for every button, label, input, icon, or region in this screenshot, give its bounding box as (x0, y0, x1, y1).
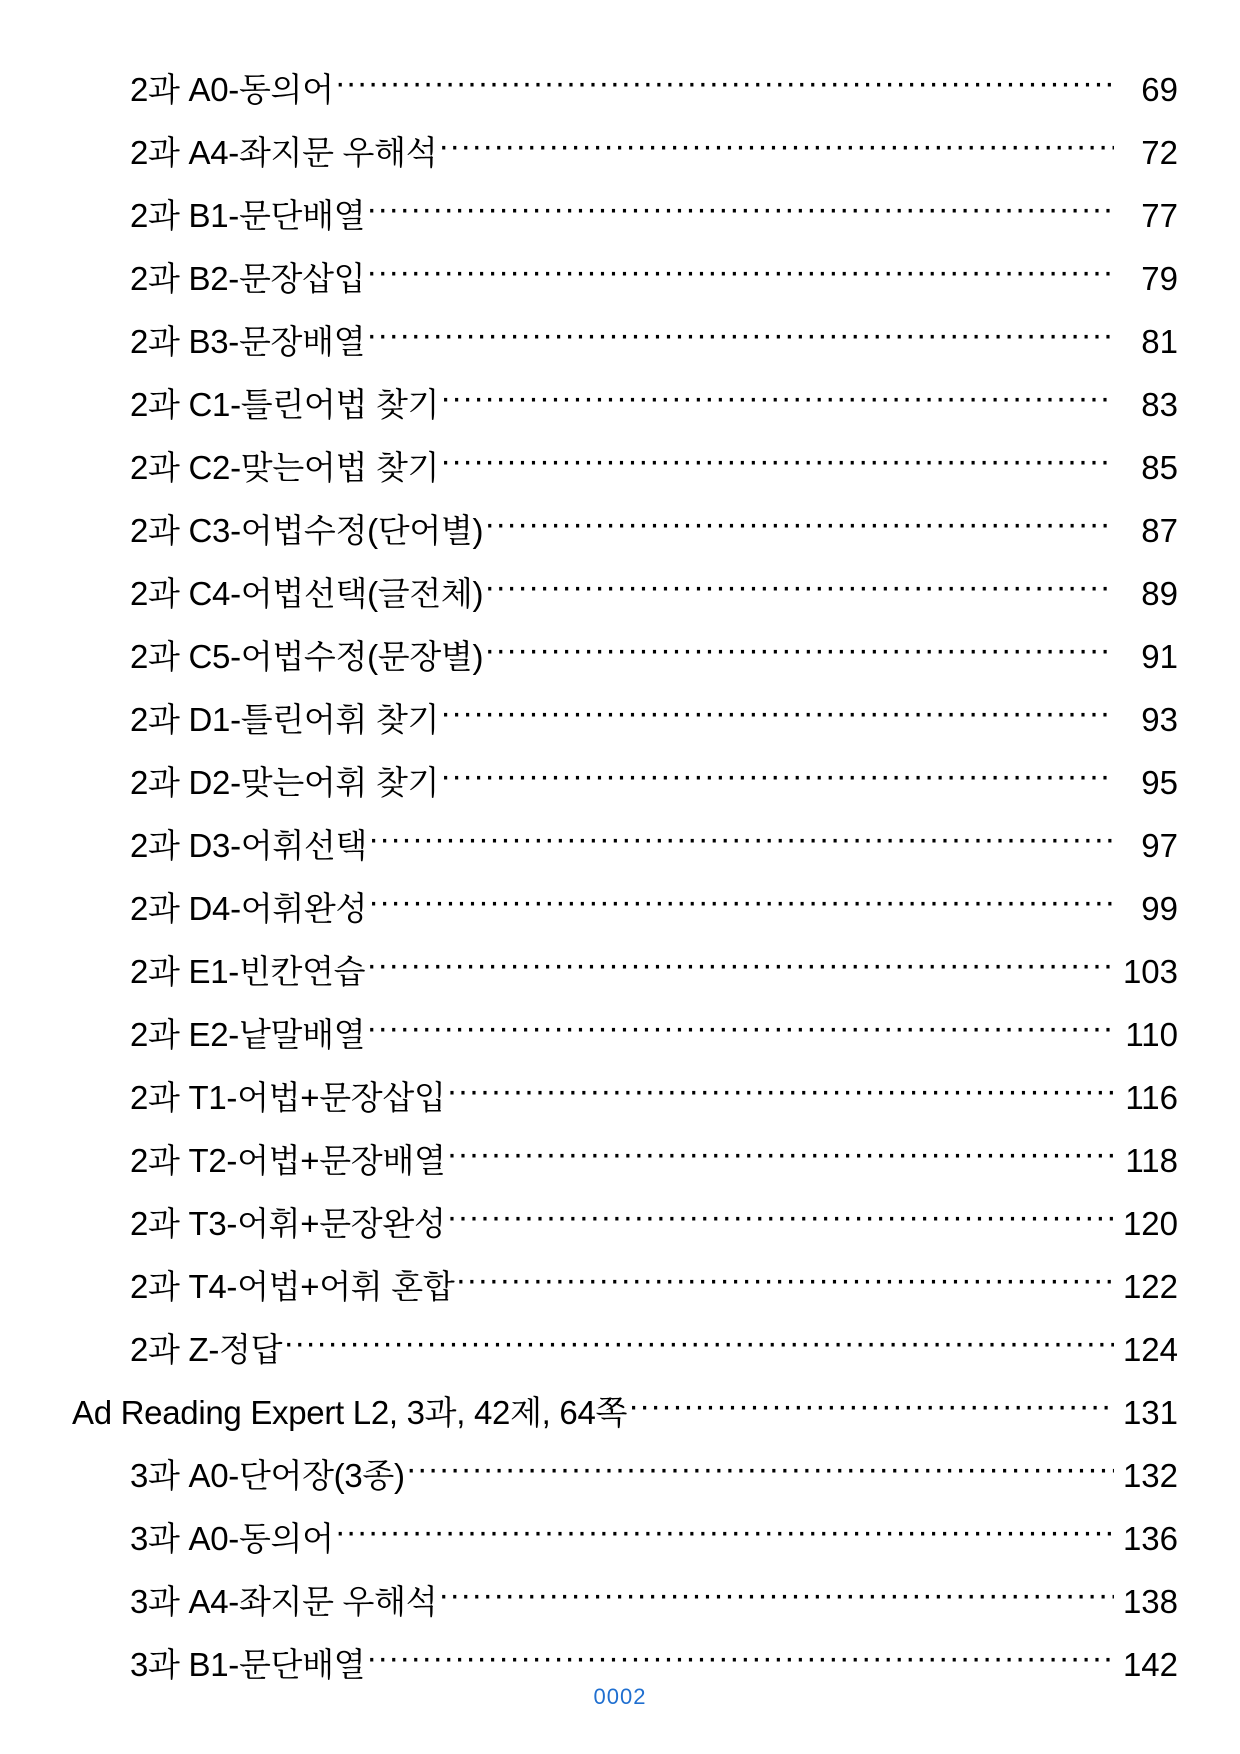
toc-entry[interactable] (72, 698, 1178, 736)
toc-leader-dots (447, 1139, 1114, 1172)
toc-entry-title: 3과 A0-단어장(3종) (130, 1457, 405, 1494)
toc-entry-page-number: 131 (1122, 1394, 1178, 1431)
toc-entry[interactable] (72, 320, 1178, 358)
toc-leader-dots (484, 509, 1114, 542)
toc-leader-dots (366, 320, 1114, 353)
toc-leader-dots (335, 68, 1114, 101)
toc-entry-title: 2과 D3-어휘선택 (130, 827, 368, 864)
toc-entry[interactable] (72, 761, 1178, 799)
toc-entry-title: 2과 C1-틀린어법 찾기 (130, 386, 440, 423)
toc-entry-title: Ad Reading Expert L2, 3과, 42제, 64쪽 (72, 1394, 628, 1431)
toc-leader-dots (366, 950, 1114, 983)
toc-entry-page-number: 97 (1141, 827, 1178, 864)
table-of-contents (72, 68, 1178, 1706)
toc-entry[interactable] (72, 1643, 1178, 1681)
toc-entry-title: 2과 C3-어법수정(단어별) (130, 512, 484, 549)
toc-entry[interactable] (72, 1328, 1178, 1366)
toc-entry[interactable] (72, 572, 1178, 610)
toc-entry-page-number: 72 (1141, 134, 1178, 171)
toc-entry-page-number: 136 (1122, 1520, 1178, 1557)
toc-entry[interactable] (72, 257, 1178, 295)
toc-entry-title: 2과 E2-낱말배열 (130, 1016, 366, 1053)
toc-entry-page-number: 95 (1141, 764, 1178, 801)
toc-entry[interactable] (72, 383, 1178, 421)
toc-entry-title: 2과 C5-어법수정(문장별) (130, 638, 484, 675)
toc-entry-title: 2과 A0-동의어 (130, 71, 334, 108)
toc-entry[interactable] (72, 1454, 1178, 1492)
toc-entry-title: 2과 D4-어휘완성 (130, 890, 368, 927)
toc-leader-dots (366, 257, 1114, 290)
toc-entry[interactable] (72, 1013, 1178, 1051)
toc-entry-title: 2과 D2-맞는어휘 찾기 (130, 764, 440, 801)
toc-entry[interactable] (72, 194, 1178, 232)
toc-entry[interactable] (72, 1265, 1178, 1303)
toc-entry-page-number: 99 (1141, 890, 1178, 927)
toc-leader-dots (455, 1265, 1114, 1298)
toc-leader-dots (368, 824, 1114, 857)
toc-entry-page-number: 89 (1141, 575, 1178, 612)
toc-entry-page-number: 110 (1125, 1016, 1178, 1053)
toc-entry-title: 2과 D1-틀린어휘 찾기 (130, 701, 440, 738)
toc-entry-page-number: 138 (1122, 1583, 1178, 1620)
toc-entry-page-number: 83 (1141, 386, 1178, 423)
toc-leader-dots (447, 1076, 1114, 1109)
toc-leader-dots (438, 1580, 1114, 1613)
page-footer-number: 0002 (593, 1684, 647, 1709)
toc-entry-title: 3과 B1-문단배열 (130, 1646, 366, 1683)
toc-entry-title: 2과 B1-문단배열 (130, 197, 366, 234)
toc-entry[interactable] (72, 1391, 1178, 1429)
toc-leader-dots (283, 1328, 1114, 1361)
toc-entry[interactable] (72, 446, 1178, 484)
toc-entry-page-number: 124 (1122, 1331, 1178, 1368)
toc-entry-page-number: 118 (1125, 1142, 1178, 1179)
toc-entry-page-number: 142 (1122, 1646, 1178, 1683)
toc-entry-title: 2과 B2-문장삽입 (130, 260, 366, 297)
toc-entry-title: 2과 A4-좌지문 우해석 (130, 134, 438, 171)
toc-leader-dots (366, 1013, 1114, 1046)
toc-entry-page-number: 93 (1141, 701, 1178, 738)
toc-leader-dots (406, 1454, 1114, 1487)
toc-entry[interactable] (72, 131, 1178, 169)
toc-entry-page-number: 77 (1141, 197, 1178, 234)
toc-entry-title: 2과 B3-문장배열 (130, 323, 366, 360)
toc-entry-page-number: 79 (1141, 260, 1178, 297)
toc-leader-dots (440, 761, 1114, 794)
toc-entry[interactable] (72, 950, 1178, 988)
toc-entry[interactable] (72, 1580, 1178, 1618)
toc-entry-title: 3과 A0-동의어 (130, 1520, 334, 1557)
toc-leader-dots (440, 383, 1114, 416)
toc-leader-dots (484, 635, 1114, 668)
toc-entry-page-number: 132 (1122, 1457, 1178, 1494)
toc-entry[interactable] (72, 887, 1178, 925)
toc-leader-dots (628, 1391, 1114, 1424)
toc-leader-dots (366, 1643, 1114, 1676)
toc-leader-dots (366, 194, 1114, 227)
toc-entry-title: 2과 T2-어법+문장배열 (130, 1142, 446, 1179)
toc-leader-dots (447, 1202, 1114, 1235)
toc-entry-page-number: 85 (1141, 449, 1178, 486)
toc-entry-page-number: 116 (1125, 1079, 1178, 1116)
toc-entry-page-number: 120 (1122, 1205, 1178, 1242)
toc-leader-dots (440, 698, 1114, 731)
toc-entry-title: 2과 T3-어휘+문장완성 (130, 1205, 446, 1242)
toc-leader-dots (368, 887, 1114, 920)
toc-entry[interactable] (72, 1076, 1178, 1114)
toc-entry-page-number: 87 (1141, 512, 1178, 549)
toc-entry-title: 2과 T1-어법+문장삽입 (130, 1079, 446, 1116)
toc-entry-page-number: 81 (1141, 323, 1178, 360)
toc-entry-page-number: 103 (1122, 953, 1178, 990)
toc-leader-dots (438, 131, 1114, 164)
toc-entry-title: 2과 Z-정답 (130, 1331, 283, 1368)
toc-entry[interactable] (72, 1517, 1178, 1555)
toc-entry-page-number: 91 (1141, 638, 1178, 675)
toc-leader-dots (484, 572, 1114, 605)
toc-entry-page-number: 122 (1122, 1268, 1178, 1305)
toc-entry[interactable] (72, 509, 1178, 547)
toc-leader-dots (440, 446, 1114, 479)
toc-entry-title: 2과 C4-어법선택(글전체) (130, 575, 484, 612)
toc-entry[interactable] (72, 1202, 1178, 1240)
toc-entry-title: 2과 E1-빈칸연습 (130, 953, 366, 990)
toc-entry-page-number: 69 (1141, 71, 1178, 108)
toc-entry-title: 3과 A4-좌지문 우해석 (130, 1583, 438, 1620)
toc-entry[interactable] (72, 1139, 1178, 1177)
toc-entry[interactable] (72, 68, 1178, 106)
toc-leader-dots (335, 1517, 1114, 1550)
toc-entry[interactable] (72, 824, 1178, 862)
toc-entry-title: 2과 C2-맞는어법 찾기 (130, 449, 440, 486)
toc-entry[interactable] (72, 635, 1178, 673)
toc-entry-title: 2과 T4-어법+어휘 혼합 (130, 1268, 455, 1305)
